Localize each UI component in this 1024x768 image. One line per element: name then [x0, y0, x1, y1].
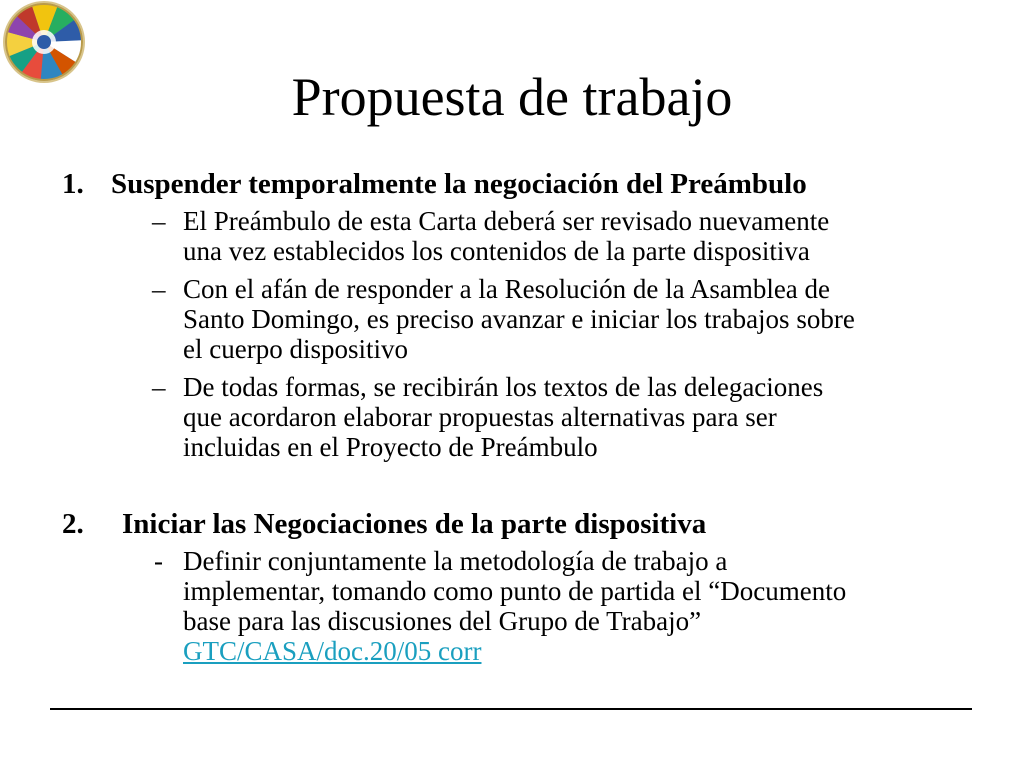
bullet-marker: –	[152, 206, 166, 236]
document-link[interactable]: GTC/CASA/doc.20/05 corr	[183, 636, 482, 666]
bullet-line: una vez establecidos los contenidos de la parte dispositiva	[183, 236, 810, 266]
bullet-line: Definir conjuntamente la metodología de trabajo a	[183, 546, 728, 576]
item-number: 2.	[62, 508, 84, 540]
bullet-text	[183, 274, 983, 364]
bullet-line: implementar, tomando como punto de partida el “Documento	[183, 576, 847, 606]
bullet-marker: -	[154, 546, 163, 576]
bullet-text	[183, 546, 983, 666]
bullet-line: Con el afán de responder a la Resolución de la Asamblea de	[183, 274, 831, 304]
bullet-line: base para las discusiones del Grupo de Trabajo”	[183, 606, 702, 636]
footer-divider	[50, 708, 972, 710]
slide-title: Propuesta de trabajo	[291, 67, 733, 127]
bullet-line: que acordaron elaborar propuestas alternativas para ser	[183, 402, 777, 432]
item-heading: Iniciar las Negociaciones de la parte dispositiva	[122, 508, 707, 540]
bullet-text	[183, 206, 983, 266]
bullet-marker: –	[152, 274, 166, 304]
bullet-line	[183, 636, 983, 666]
bullet-marker: –	[152, 372, 166, 402]
bullet-line: Santo Domingo, es preciso avanzar e iniciar los trabajos sobre	[183, 304, 855, 334]
item-heading: Suspender temporalmente la negociación del Preámbulo	[111, 168, 807, 200]
bullet-line: el cuerpo dispositivo	[183, 334, 408, 364]
bullet-line: De todas formas, se recibirán los textos de las delegaciones	[183, 372, 824, 402]
bullet-text	[183, 372, 983, 462]
item-number: 1.	[62, 168, 84, 200]
bullet-line: El Preámbulo de esta Carta deberá ser revisado nuevamente	[183, 206, 830, 236]
bullet-line: incluidas en el Proyecto de Preámbulo	[183, 432, 598, 462]
